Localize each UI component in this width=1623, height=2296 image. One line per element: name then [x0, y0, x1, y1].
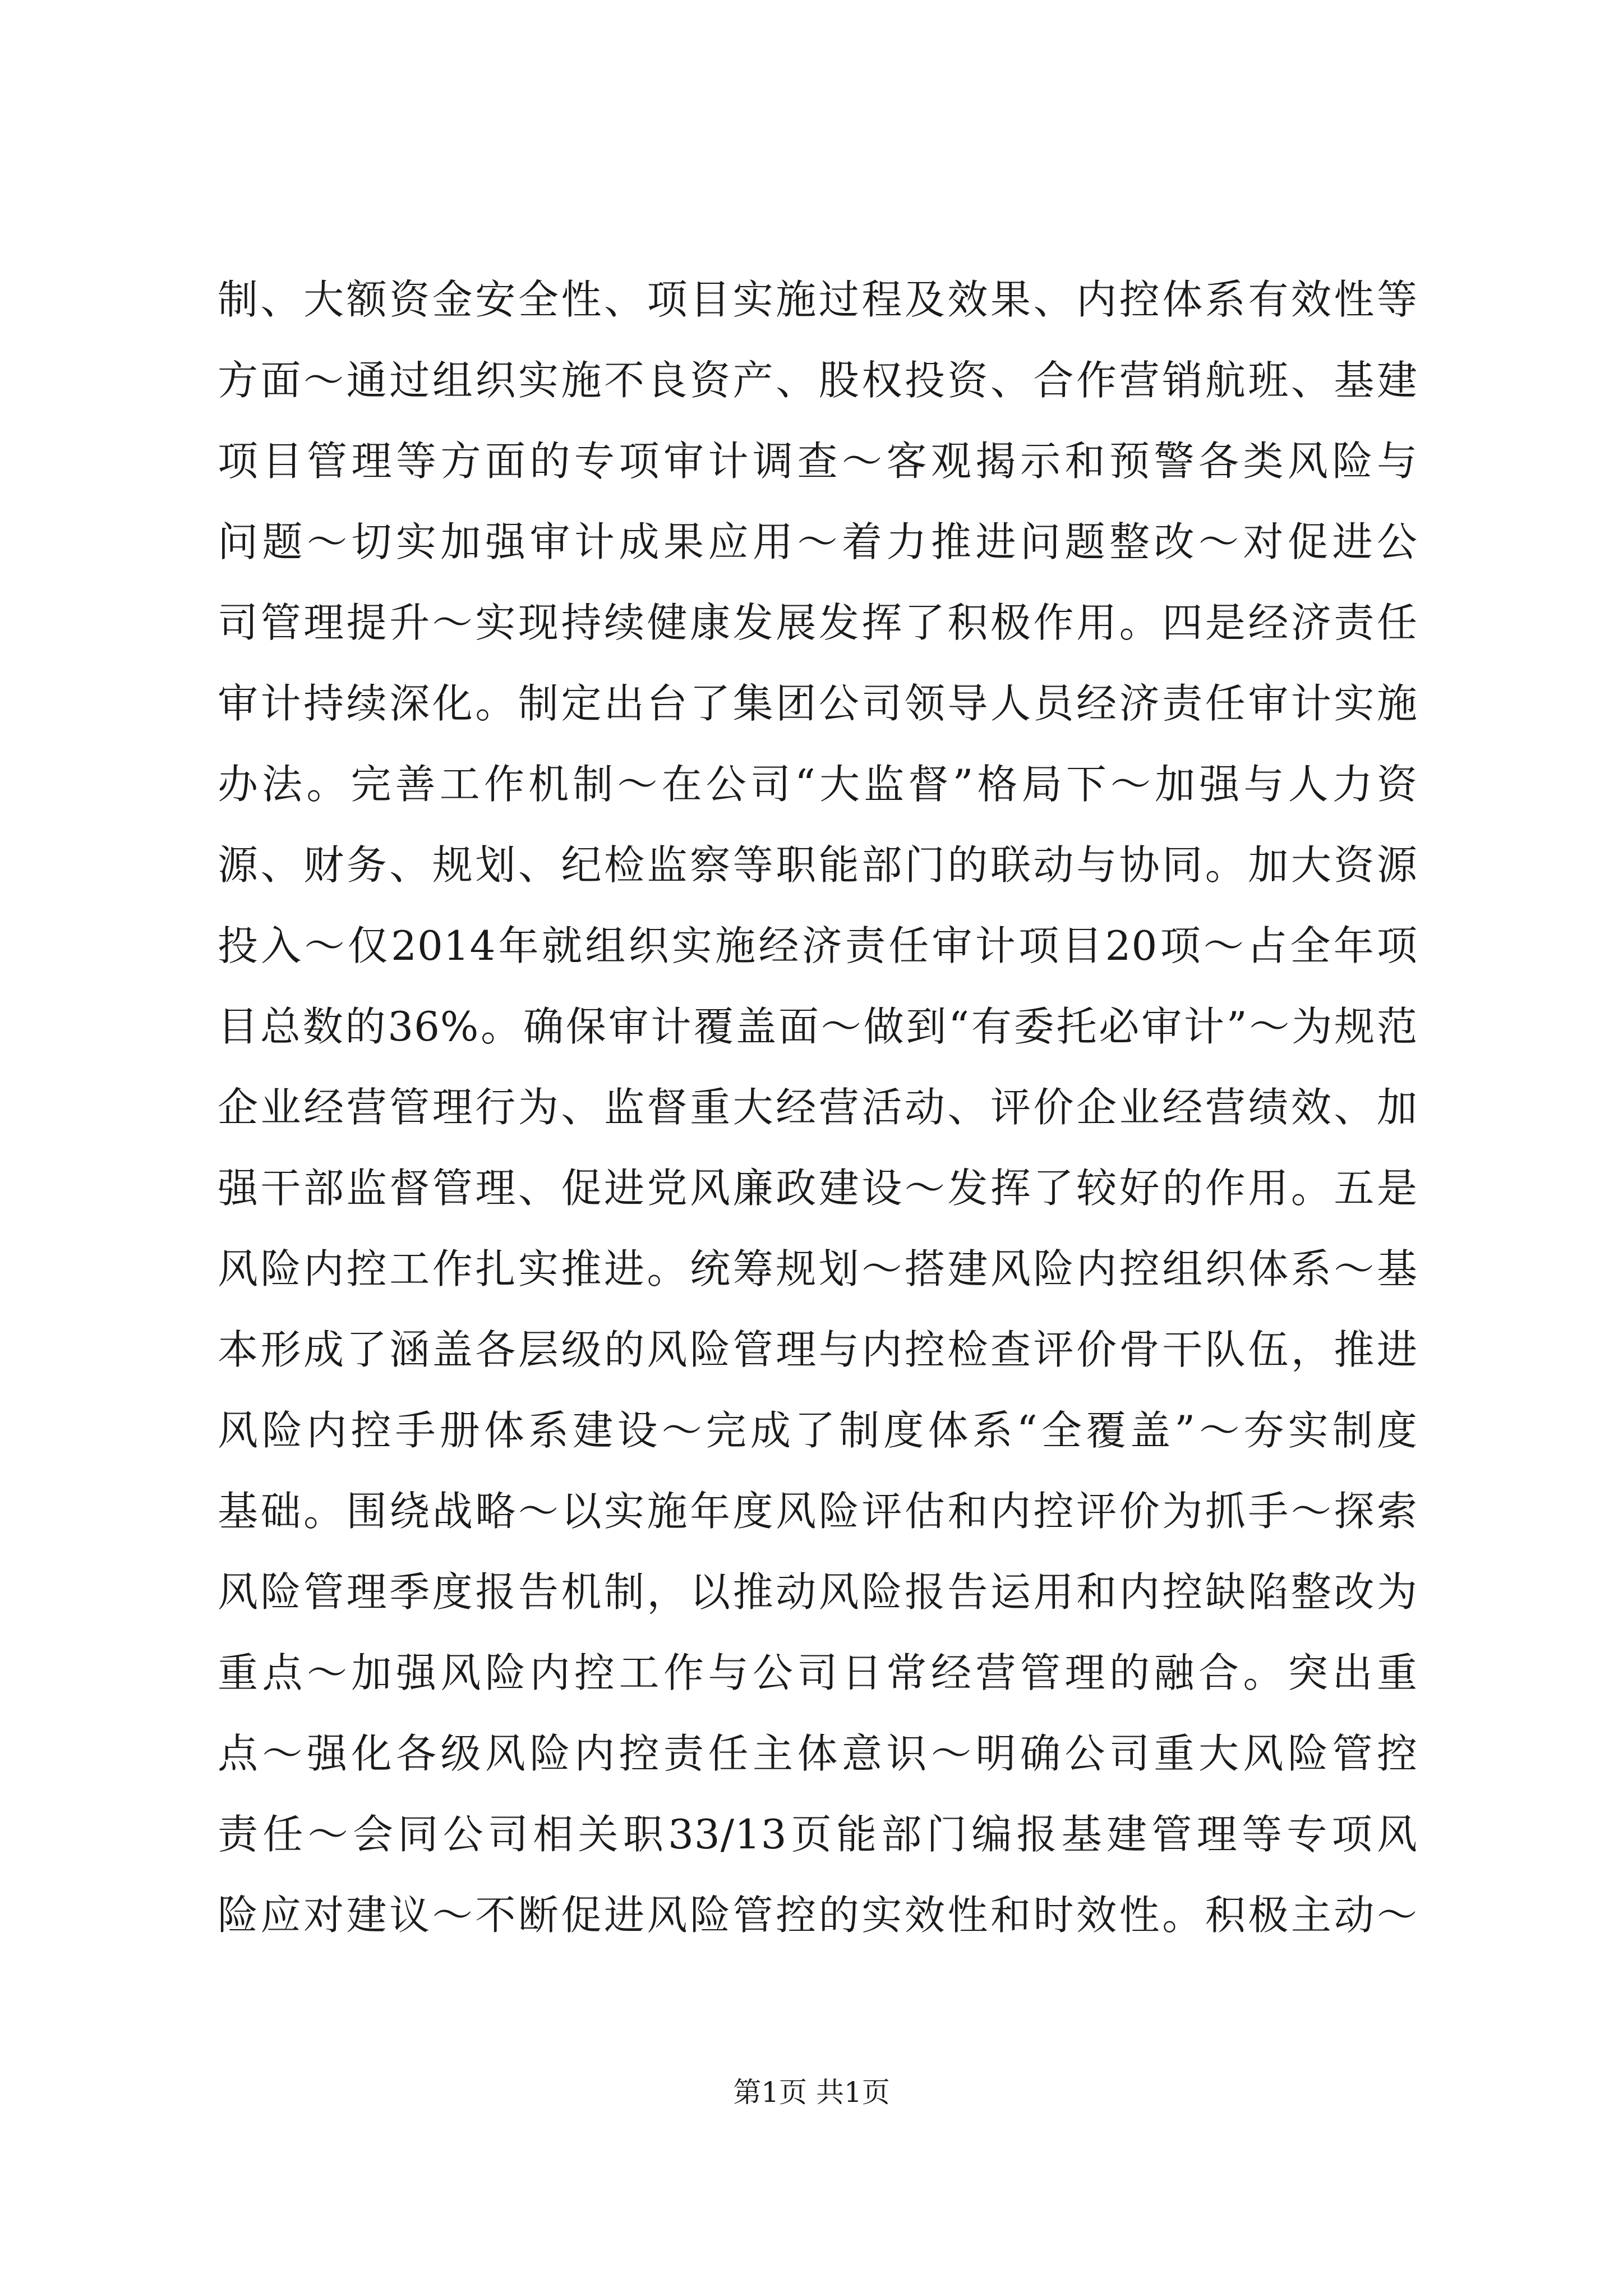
text-line: 风险内控手册体系建设～完成了制度体系“全覆盖”～夯实制度 — [218, 1407, 1418, 1454]
text-line: 审计持续深化。制定出台了集团公司领导人员经济责任审计实施 — [218, 680, 1418, 727]
page-footer: 第1页 共1页 — [733, 2076, 890, 2109]
text-line: 风险管理季度报告机制，以推动风险报告运用和内控缺陷整改为 — [218, 1568, 1418, 1616]
text-line: 责任～会同公司相关职33/13页能部门编报基建管理等专项风 — [218, 1811, 1418, 1858]
text-line: 重点～加强风险内控工作与公司日常经营管理的融合。突出重 — [218, 1649, 1418, 1696]
text-line: 制、大额资金安全性、项目实施过程及效果、内控体系有效性等 — [218, 276, 1418, 323]
text-line: 险应对建议～不断促进风险管控的实效性和时效性。积极主动～ — [218, 1892, 1418, 1939]
text-line: 问题～切实加强审计成果应用～着力推进问题整改～对促进公 — [218, 518, 1418, 565]
text-line: 本形成了涵盖各层级的风险管理与内控检查评价骨干队伍，推进 — [218, 1326, 1418, 1373]
text-line: 项目管理等方面的专项审计调查～客观揭示和预警各类风险与 — [218, 438, 1418, 485]
text-line: 办法。完善工作机制～在公司“大监督”格局下～加强与人力资 — [218, 761, 1418, 808]
text-line: 强干部监督管理、促进党风廉政建设～发挥了较好的作用。五是 — [218, 1165, 1418, 1212]
text-line: 源、财务、规划、纪检监察等职能部门的联动与协同。加大资源 — [218, 841, 1418, 889]
text-line: 司管理提升～实现持续健康发展发挥了积极作用。四是经济责任 — [218, 599, 1418, 646]
text-line: 点～强化各级风险内控责任主体意识～明确公司重大风险管控 — [218, 1730, 1418, 1777]
text-line: 风险内控工作扎实推进。统筹规划～搭建风险内控组织体系～基 — [218, 1245, 1418, 1292]
text-line: 基础。围绕战略～以实施年度风险评估和内控评价为抓手～探索 — [218, 1488, 1418, 1535]
text-line: 投入～仅2014年就组织实施经济责任审计项目20项～占全年项 — [218, 922, 1418, 969]
text-line: 方面～通过组织实施不良资产、股权投资、合作营销航班、基建 — [218, 357, 1418, 404]
text-line: 企业经营管理行为、监督重大经营活动、评价企业经营绩效、加 — [218, 1084, 1418, 1131]
text-line: 目总数的36%。确保审计覆盖面～做到“有委托必审计”～为规范 — [218, 1003, 1418, 1050]
